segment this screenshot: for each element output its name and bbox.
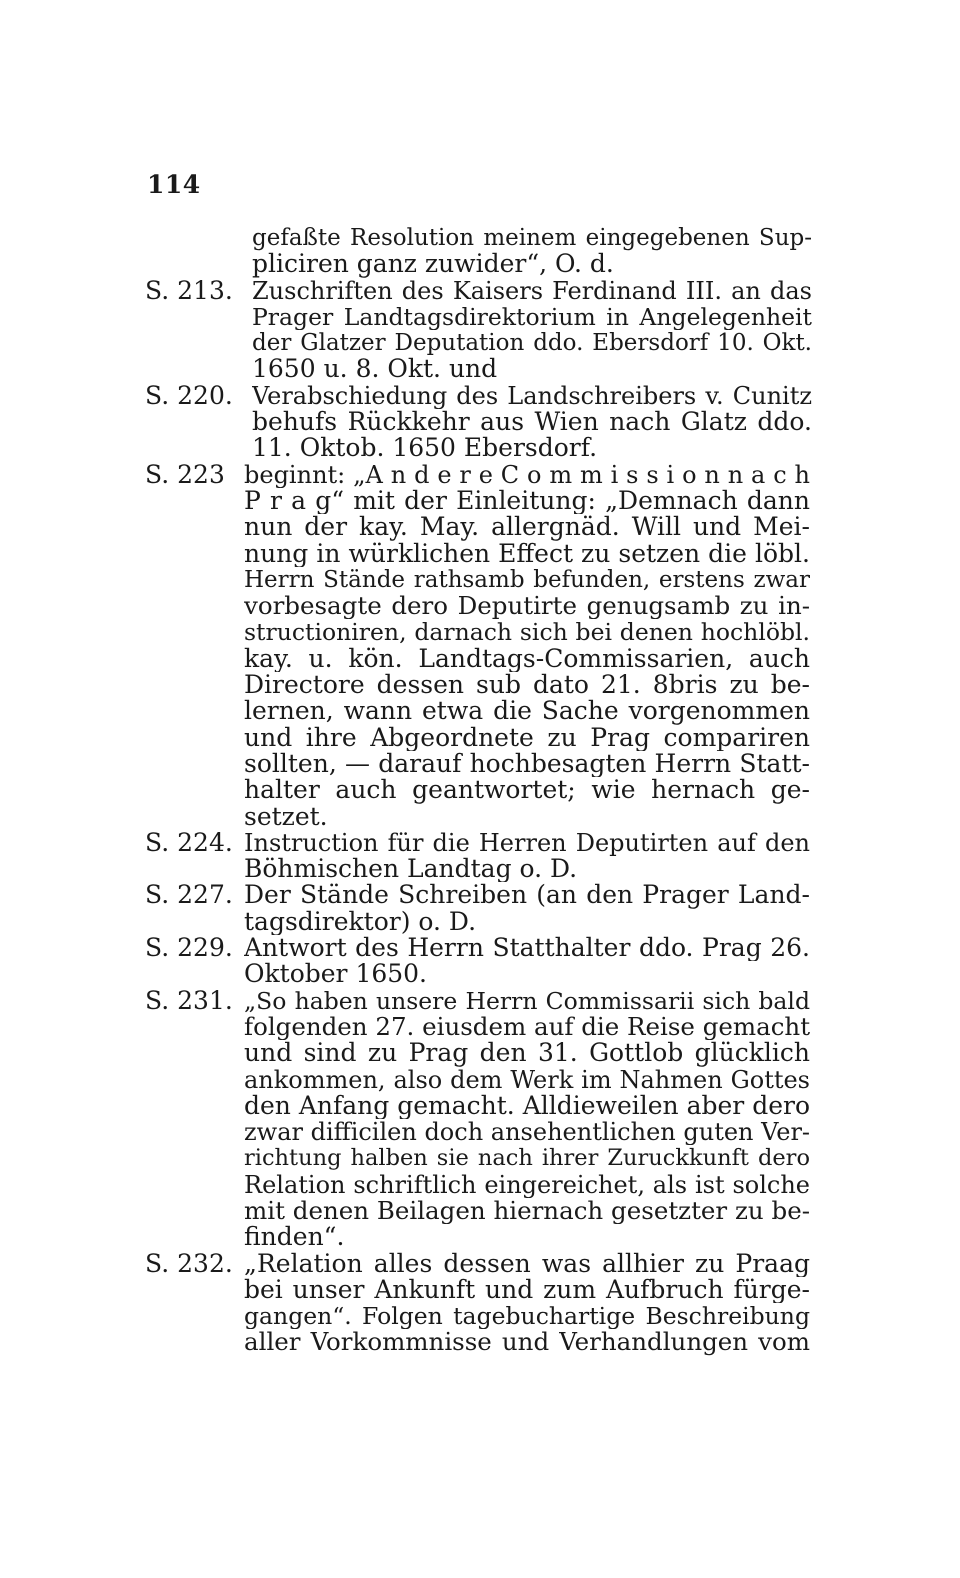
entry-s220 — [0, 380, 960, 462]
text-line: und ihre Abgeordnete zu Prag compariren — [244, 724, 810, 751]
entry-text — [244, 1251, 810, 1356]
entry-text — [244, 988, 810, 1251]
text-line: kay. u. kön. Landtags-Commissarien, auch — [244, 645, 810, 673]
text-line: beginnt: „A n d e r e C o m m i s s i o n n a c h — [244, 461, 810, 488]
text-line: Verabschiedung des Landschreibers v. Cunitz — [252, 382, 812, 410]
text-line: Oktober 1650. — [244, 961, 428, 988]
entry-text — [244, 462, 810, 830]
entry-s224 — [0, 827, 960, 883]
text-line: und sind zu Prag den 31. Gottlob glücklich — [244, 1040, 810, 1067]
entry-text — [244, 935, 810, 988]
page-number: 114 — [147, 170, 201, 199]
text-line: Prager Landtagsdirektorium in Angelegenheit — [252, 303, 812, 331]
entry-s232 — [0, 1248, 960, 1356]
text-line: vorbesagte dero Deputirte genugsamb zu in- — [244, 593, 810, 620]
entry-ref: S. 220. — [145, 380, 233, 410]
entry-s227 — [0, 882, 960, 935]
text-line: Zuschriften des Kaisers Ferdinand III. an das — [252, 277, 812, 304]
text-line: halter auch geantwortet; wie hernach ge- — [244, 777, 810, 804]
text-line: P r a g“ mit der Einleitung: „Demnach dann — [244, 487, 810, 515]
text-line: Herrn Stände rathsamb befunden, erstens zwar — [244, 566, 810, 593]
text-line: folgenden 27. eiusdem auf die Reise gemacht — [244, 1013, 810, 1041]
text-line: structioniren, darnach sich bei denen hochlöbl. — [244, 619, 810, 646]
text-line: aller Vorkommnisse und Verhandlungen vom — [244, 1329, 810, 1356]
text-line: pliciren ganz zuwider“, O. d. — [252, 251, 614, 278]
text-line: bei unser Ankunft und zum Aufbruch fürge- — [244, 1276, 810, 1304]
text-line: ankommen, also dem Werk im Nahmen Gottes — [244, 1066, 810, 1093]
entry-s229 — [0, 935, 960, 988]
text-line: gefaßte Resolution meinem eingegebenen Sup- — [252, 225, 812, 251]
text-line: Antwort des Herrn Statthalter ddo. Prag 26. — [244, 935, 810, 962]
document-body — [0, 225, 960, 1356]
entry-s223 — [0, 459, 960, 830]
text-line: 1650 u. 8. Okt. und — [252, 356, 498, 383]
entry-text — [244, 882, 810, 935]
text-line: lernen, wann etwa die Sache vorgenommen — [244, 698, 810, 725]
text-line: setzet. — [244, 803, 328, 830]
entry-ref: S. 223 — [145, 459, 225, 489]
entry-ref: S. 231. — [145, 985, 233, 1015]
text-line: „Relation alles dessen was allhier zu Praag — [244, 1250, 810, 1277]
entry-text — [252, 383, 812, 462]
entry-text — [244, 830, 810, 883]
text-line: nun der kay. May. allergnäd. Will und Mei- — [244, 514, 810, 541]
text-line: richtung halben sie nach ihrer Zuruckkunft dero — [244, 1145, 810, 1172]
text-line: Directore dessen sub dato 21. 8bris zu be- — [244, 672, 810, 699]
text-line: der Glatzer Deputation ddo. Ebersdorf 10. Okt. — [252, 330, 812, 357]
entry-ref: S. 227. — [145, 880, 233, 910]
entry-text — [252, 225, 812, 278]
entry-ref: S. 224. — [145, 827, 233, 857]
entry-s213 — [0, 275, 960, 383]
text-line: behufs Rückkehr aus Wien nach Glatz ddo. — [252, 409, 812, 436]
text-line: mit denen Beilagen hiernach gesetzter zu be- — [244, 1197, 810, 1225]
text-line: Böhmischen Landtag o. D. — [244, 856, 578, 883]
text-line: Relation schriftlich eingereichet, als ist solche — [244, 1171, 810, 1198]
text-line: nung in würklichen Effect zu setzen die löbl. — [244, 540, 810, 567]
text-line: den Anfang gemacht. Alldieweilen aber dero — [244, 1092, 810, 1120]
text-line: finden“. — [244, 1224, 345, 1251]
entry-continuation — [0, 225, 960, 278]
text-line: Der Stände Schreiben (an den Prager Land- — [244, 882, 810, 909]
entry-ref: S. 213. — [145, 275, 233, 305]
entry-s231 — [0, 985, 960, 1251]
text-line: tagsdirektor) o. D. — [244, 908, 477, 936]
text-line: 11. Oktob. 1650 Ebersdorf. — [252, 435, 598, 462]
entry-text — [252, 278, 812, 383]
text-line: gangen“. Folgen tagebuchartige Beschreibung — [244, 1303, 810, 1330]
text-line: sollten, — darauf hochbesagten Herrn Statt- — [244, 750, 810, 778]
text-line: zwar difficilen doch ansehentlichen guten Ver- — [244, 1119, 810, 1146]
text-line: Instruction für die Herren Deputirten auf den — [244, 829, 810, 857]
entry-ref: S. 229. — [145, 933, 233, 963]
entry-ref: S. 232. — [145, 1248, 233, 1278]
text-line: „So haben unsere Herrn Commissarii sich bald — [244, 987, 810, 1014]
